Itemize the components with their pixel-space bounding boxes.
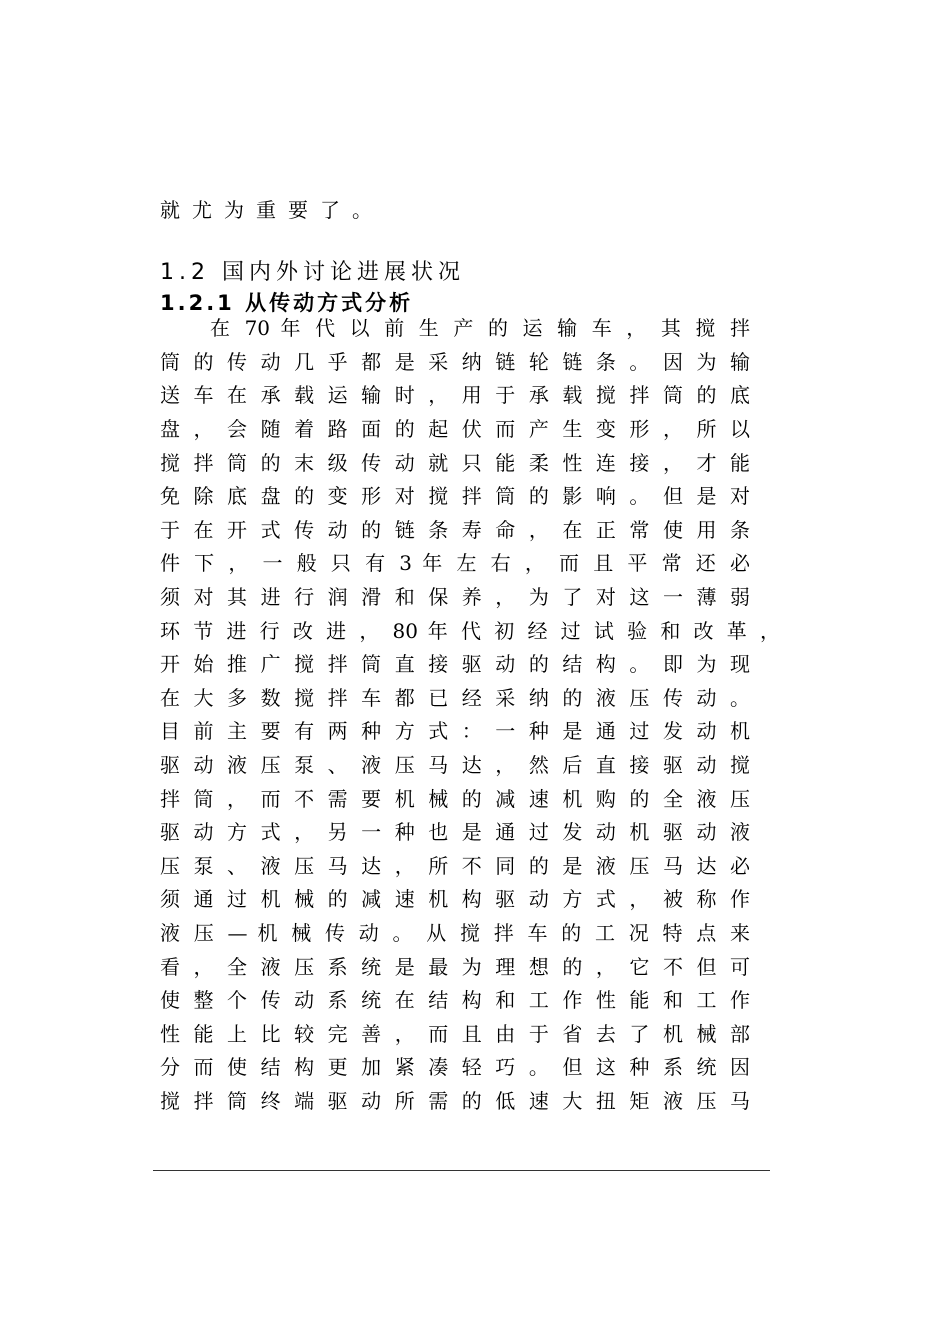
paragraph-line: 在 大 多 数 搅 拌 车 都 已 经 采 纳 的 液 压 传 动 。 [160,686,750,710]
paragraph-line: 须 对 其 进 行 润 滑 和 保 养 ， 为 了 对 这 一 薄 弱 [160,585,750,609]
paragraph-line: 送 车 在 承 载 运 输 时 ， 用 于 承 载 搅 拌 筒 的 底 [160,383,750,407]
paragraph-line: 在 70 年 代 以 前 生 产 的 运 输 车 ， 其 搅 拌 [210,316,750,340]
paragraph-line: 驱 动 方 式 ， 另 一 种 也 是 通 过 发 动 机 驱 动 液 [160,820,750,844]
paragraph-line: 使 整 个 传 动 系 统 在 结 构 和 工 作 性 能 和 工 作 [160,988,750,1012]
paragraph-line: 筒 的 传 动 几 乎 都 是 采 纳 链 轮 链 条 。 因 为 输 [160,350,750,374]
paragraph-line: 搅 拌 筒 终 端 驱 动 所 需 的 低 速 大 扭 矩 液 压 马 [160,1089,750,1113]
paragraph-line: 性 能 上 比 较 完 善 ， 而 且 由 于 省 去 了 机 械 部 [160,1022,750,1046]
paragraph-line: 件 下 ， 一 般 只 有 3 年 左 右 ， 而 且 平 常 还 必 [160,551,750,575]
paragraph-line: 液 压 — 机 械 传 动 。 从 搅 拌 车 的 工 况 特 点 来 [160,921,750,945]
paragraph-line: 目 前 主 要 有 两 种 方 式 ： 一 种 是 通 过 发 动 机 [160,719,750,743]
intro-text-line: 就尤为重要了。 [160,198,384,222]
paragraph-line: 环 节 进 行 改 进 ， 80 年 代 初 经 过 试 验 和 改 革 ， [160,619,780,643]
paragraph-line: 压 泵 、 液 压 马 达 ， 所 不 同 的 是 液 压 马 达 必 [160,854,750,878]
paragraph-line: 看 ， 全 液 压 系 统 是 最 为 理 想 的 ， 它 不 但 可 [160,955,750,979]
paragraph-line: 须 通 过 机 械 的 减 速 机 构 驱 动 方 式 ， 被 称 作 [160,887,750,911]
subsection-heading: 1.2.1 从传动方式分析 [160,291,414,315]
paragraph-line: 拌 筒 ， 而 不 需 要 机 械 的 减 速 机 购 的 全 液 压 [160,787,750,811]
paragraph-line: 免 除 底 盘 的 变 形 对 搅 拌 筒 的 影 响 。 但 是 对 [160,484,750,508]
paragraph-line: 开 始 推 广 搅 拌 筒 直 接 驱 动 的 结 构 。 即 为 现 [160,652,750,676]
paragraph-line: 于 在 开 式 传 动 的 链 条 寿 命 ， 在 正 常 使 用 条 [160,518,750,542]
paragraph-line: 分 而 使 结 构 更 加 紧 凑 轻 巧 。 但 这 种 系 统 因 [160,1055,750,1079]
paragraph-line: 盘 ， 会 随 着 路 面 的 起 伏 而 产 生 变 形 ， 所 以 [160,417,750,441]
footer-divider [153,1170,770,1171]
paragraph-line: 驱 动 液 压 泵 、 液 压 马 达 ， 然 后 直 接 驱 动 搅 [160,753,750,777]
section-heading: 1.2 国内外讨论进展状况 [160,260,465,285]
paragraph-line: 搅 拌 筒 的 末 级 传 动 就 只 能 柔 性 连 接 ， 才 能 [160,451,750,475]
